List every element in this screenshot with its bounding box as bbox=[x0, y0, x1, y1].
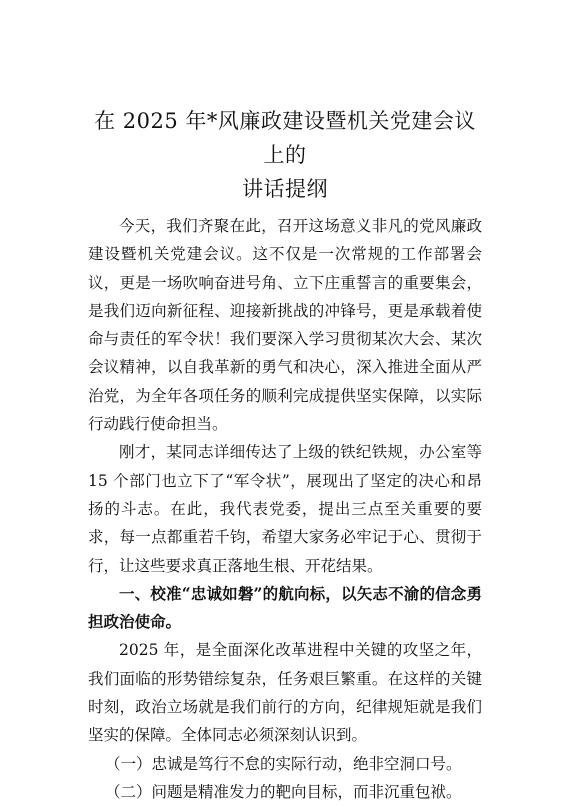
subitem-1: （一）忠诚是笃行不怠的实际行动，绝非空洞口号。 bbox=[105, 754, 462, 773]
document-title bbox=[88, 104, 482, 206]
opening-paragraph: 今天，我们齐聚在此，召开这场意义非凡的党风廉政建设暨机关党建会议。这不仅是一次常规的工作部署会议，更是一场吹响奋进号角、立下庄重誓言的重要集会，是我们迈向新征程、迎接新挑战的冲锋号，更是承载着使命与责任的军令状！我们要深入学习贯彻某次大会、某次会议精神，以自我革新的勇气和决心，深入推进全面从严治党，为全年各项任务的顺利完成提供坚实保障，以实际行动践行使命担当。 bbox=[88, 217, 482, 434]
title-line-1: 在 2025 年*风廉政建设暨机关党建会议上的 bbox=[94, 109, 476, 167]
title-line-2: 讲话提纲 bbox=[242, 177, 328, 201]
section-heading-1: 一、校准“忠诚如磐”的航向标，以矢志不渝的信念勇担政治使命。 bbox=[88, 583, 482, 632]
requirements-intro-paragraph: 刚才，某同志详细传达了上级的铁纪铁规，办公室等 15 个部门也立下了“军令状”，展现出了坚定的决心和昂扬的斗志。在此，我代表党委，提出三点至关重要的要求，每一点都重若千钧，希望大家务必牢记于心、贯彻于行，让这些要求真正落地生根、开花结果。 bbox=[88, 443, 482, 575]
section-1-paragraph: 2025 年，是全面深化改革进程中关键的攻坚之年，我们面临的形势错综复杂，任务艰巨繁重。在这样的关键时刻，政治立场就是我们前行的方向，纪律规矩就是我们坚实的保障。全体同志必须深刻认识到。 bbox=[88, 641, 482, 745]
subitem-2: （二）问题是精准发力的靶向目标，而非沉重包袱。 bbox=[105, 782, 462, 801]
document-body bbox=[88, 212, 482, 806]
